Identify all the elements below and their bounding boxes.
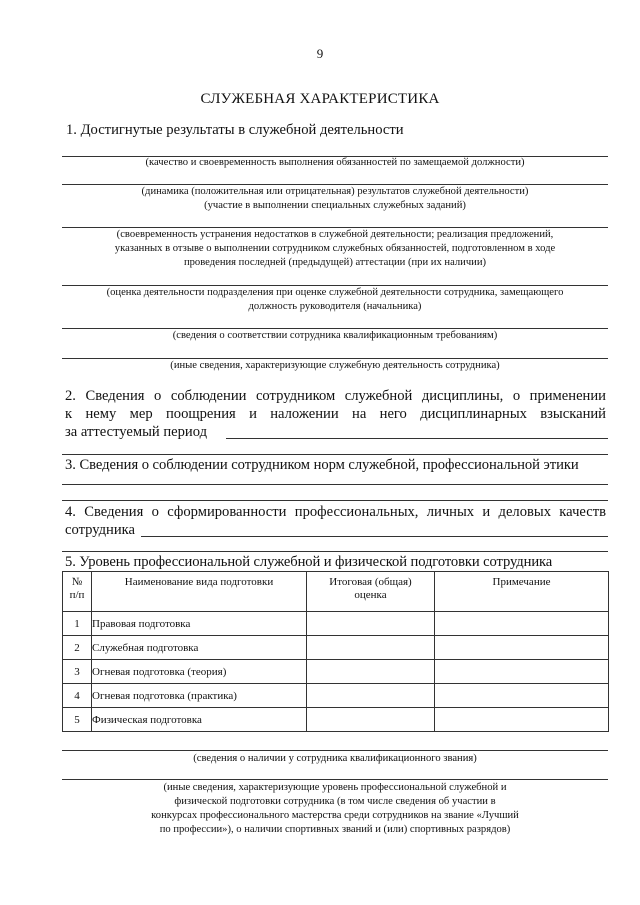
page-number: 9 <box>316 46 324 61</box>
header-num: № п/п <box>63 572 92 612</box>
row-score <box>307 708 435 732</box>
header-score: Итоговая (общая) оценка <box>307 572 435 612</box>
row-num: 3 <box>63 660 92 684</box>
section5-heading: 5. Уровень профессиональной служебной и физической подготовки сотрудника <box>65 554 553 570</box>
row-note <box>435 636 609 660</box>
fill-line <box>62 500 608 501</box>
header-note: Примечание <box>435 572 609 612</box>
caption-qualification-rank: (сведения о наличии у сотрудника квалификационного звания) <box>193 753 477 764</box>
section4-line-1: 4. Сведения о сформированности профессиональных, личных и деловых качеств <box>65 504 606 520</box>
fill-line <box>62 484 608 485</box>
section4-line-2: сотрудника <box>65 522 136 538</box>
row-num: 4 <box>63 684 92 708</box>
fill-line <box>141 536 608 537</box>
fill-line <box>62 551 608 552</box>
row-score <box>307 660 435 684</box>
training-table <box>62 571 609 732</box>
section2-line-1: 2. Сведения о соблюдении сотрудником служебной дисциплины, о применении <box>65 388 606 404</box>
caption-other-training-info: (иные сведения, характеризующие уровень профессиональной служебной и физической подготовки сотрудника (в том числе сведения об участии в конкурсах профессионального мастерства среди сотрудников на звание «Лучший по профессии»), о наличии спортивных званий и (или) спортивных разрядов) <box>151 782 519 835</box>
row-name: Огневая подготовка (практика) <box>92 684 307 708</box>
row-score <box>307 636 435 660</box>
row-score <box>307 684 435 708</box>
row-name: Физическая подготовка <box>92 708 307 732</box>
caption-unit-evaluation: (оценка деятельности подразделения при оценке служебной деятельности сотрудника, замещающего должность руководителя (начальника) <box>106 287 564 312</box>
row-note <box>435 708 609 732</box>
caption-other-info: (иные сведения, характеризующие служебную деятельность сотрудника) <box>170 360 500 371</box>
row-note <box>435 612 609 636</box>
caption-quality: (качество и своевременность выполнения обязанностей по замещаемой должности) <box>145 157 525 168</box>
fill-line <box>226 438 608 439</box>
row-name: Правовая подготовка <box>92 612 307 636</box>
row-num: 1 <box>63 612 92 636</box>
table-row <box>63 612 609 636</box>
document-title: СЛУЖЕБНАЯ ХАРАКТЕРИСТИКА <box>200 91 440 107</box>
row-note <box>435 684 609 708</box>
fill-line <box>62 779 608 780</box>
section2-line-3: за аттестуемый период <box>65 424 208 440</box>
row-num: 5 <box>63 708 92 732</box>
row-note <box>435 660 609 684</box>
row-score <box>307 612 435 636</box>
section1-heading: 1. Достигнутые результаты в служебной деятельности <box>66 122 404 138</box>
section3-heading: 3. Сведения о соблюдении сотрудником норм служебной, профессиональной этики <box>65 457 579 473</box>
table-row <box>63 684 609 708</box>
row-num: 2 <box>63 636 92 660</box>
caption-dynamics: (динамика (положительная или отрицательная) результатов служебной деятельности) (участие в выполнении специальных служебных заданий) <box>141 186 529 211</box>
fill-line <box>62 454 608 455</box>
header-name: Наименование вида подготовки <box>92 572 307 612</box>
row-name: Служебная подготовка <box>92 636 307 660</box>
table-row <box>63 660 609 684</box>
fill-line <box>62 750 608 751</box>
section2-line-2: к нему мер поощрения и наложении на него дисциплинарных взысканий <box>65 406 606 422</box>
row-name: Огневая подготовка (теория) <box>92 660 307 684</box>
caption-deficiencies: (своевременность устранения недостатков в служебной деятельности; реализация предложений, указанных в отзыве о выполнении сотрудником служебных обязанностей, подготовленном в ходе проведения последней (предыдущей) аттестации (при их наличии) <box>114 229 556 268</box>
table-row <box>63 708 609 732</box>
caption-qualification: (сведения о соответствии сотрудника квалификационным требованиям) <box>172 330 498 341</box>
table-header-row <box>63 572 609 612</box>
table-row <box>63 636 609 660</box>
